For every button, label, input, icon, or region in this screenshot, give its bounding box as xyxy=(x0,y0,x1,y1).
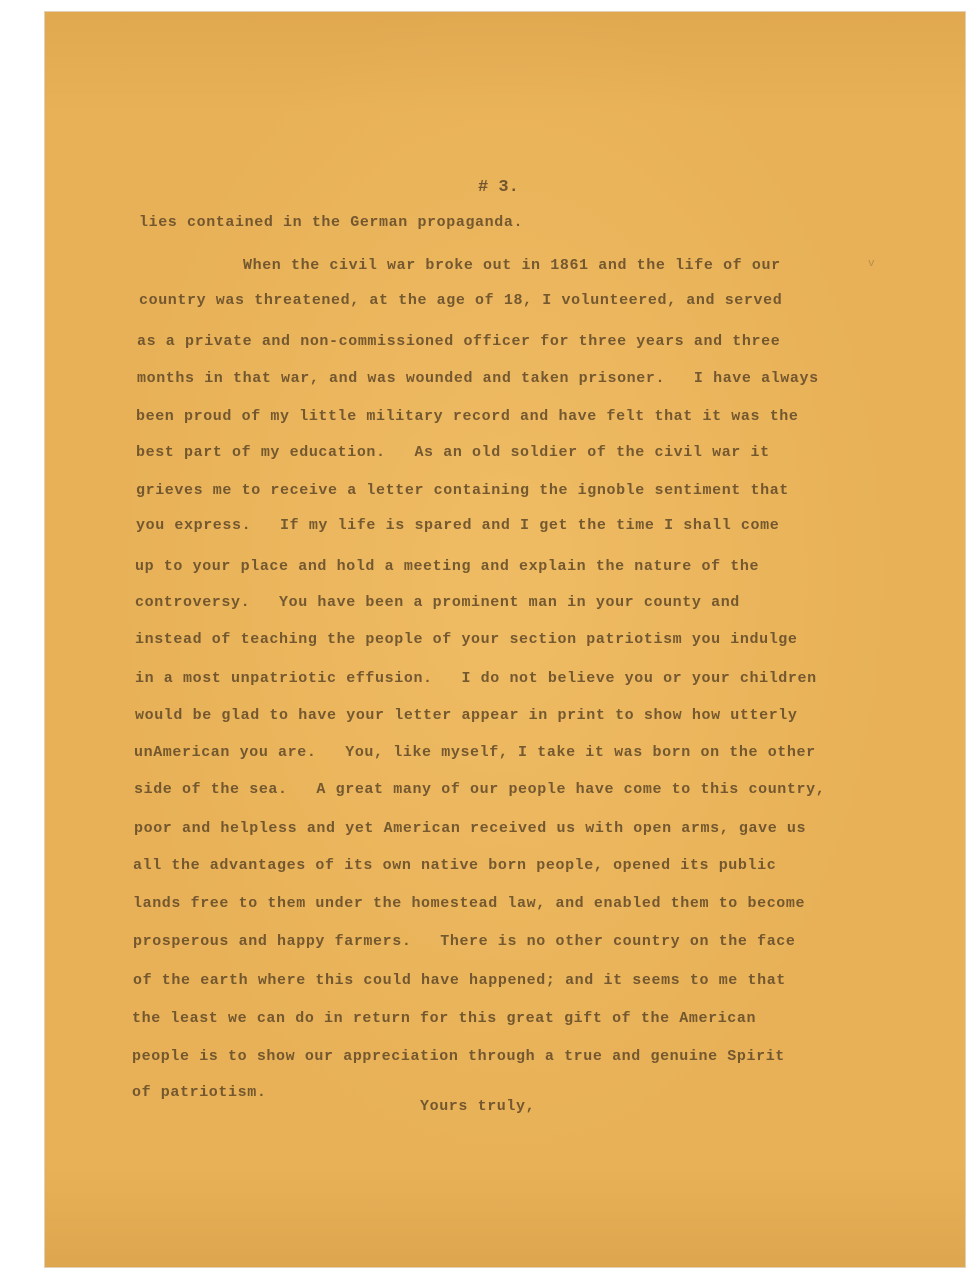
text-line: months in that war, and was wounded and taken prisoner. I have always xyxy=(137,370,819,387)
text-line: lies contained in the German propaganda. xyxy=(139,214,524,231)
text-line: prosperous and happy farmers. There is no other country on the face xyxy=(133,933,796,950)
text-line: poor and helpless and yet American received us with open arms, gave us xyxy=(134,820,807,837)
text-line: of the earth where this could have happened; and it seems to me that xyxy=(133,972,786,989)
text-line: the least we can do in return for this great gift of the American xyxy=(132,1010,757,1027)
text-line: lands free to them under the homestead law, and enabled them to become xyxy=(133,895,806,912)
text-line: as a private and non-commissioned officer for three years and three xyxy=(137,333,781,350)
text-line: instead of teaching the people of your section patriotism you indulge xyxy=(135,631,798,648)
text-line: best part of my education. As an old soldier of the civil war it xyxy=(136,444,770,461)
text-line: country was threatened, at the age of 18, I volunteered, and served xyxy=(139,292,783,309)
text-line: you express. If my life is spared and I get the time I shall come xyxy=(136,517,780,534)
text-line: controversy. You have been a prominent man in your county and xyxy=(135,594,740,611)
page-number: # 3. xyxy=(478,178,519,197)
text-line: up to your place and hold a meeting and explain the nature of the xyxy=(135,558,760,575)
text-line: in a most unpatriotic effusion. I do not believe you or your children xyxy=(135,670,817,687)
closing-salutation: Yours truly, xyxy=(420,1098,536,1115)
text-line: all the advantages of its own native born people, opened its public xyxy=(133,857,777,874)
text-line: been proud of my little military record and have felt that it was the xyxy=(136,408,799,425)
text-line: people is to show our appreciation through a true and genuine Spirit xyxy=(132,1048,785,1065)
text-line: of patriotism. xyxy=(132,1084,267,1101)
margin-mark: v xyxy=(868,258,875,270)
text-line: grieves me to receive a letter containing the ignoble sentiment that xyxy=(136,482,789,499)
text-line: side of the sea. A great many of our people have come to this country, xyxy=(134,781,826,798)
text-line: unAmerican you are. You, like myself, I take it was born on the other xyxy=(134,744,816,761)
text-line: When the civil war broke out in 1861 and the life of our xyxy=(243,257,781,274)
text-line: would be glad to have your letter appear in print to show how utterly xyxy=(135,707,798,724)
